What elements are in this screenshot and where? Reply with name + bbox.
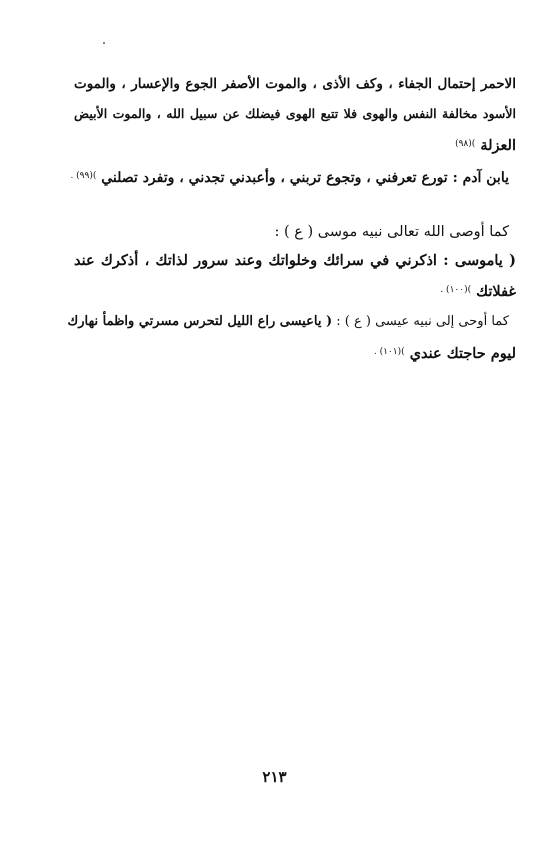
page-number: ٢١٣ — [262, 768, 287, 786]
paragraph-4-quote-start: ( ياعيسى راع الليل لتحرس مسرتي واظمأ نهارك — [67, 314, 333, 329]
paragraph-1-line-1: الاحمر إحتمال الجفاء ، وكف الأذى ، والموت الأصفر الجوع والإعسار ، والموت — [74, 76, 516, 92]
paragraph-3-line-2 — [440, 280, 516, 302]
footnote-ref-98: )(٩٨) — [455, 139, 476, 149]
footnote-ref-99: )(٩٩) . — [70, 171, 97, 181]
footnote-ref-100: )(١٠٠) . — [440, 285, 472, 295]
paragraph-1-line-2: الأسود مخالفة النفس والهوى فلا تتبع الهوى فيضلك عن سبيل الله ، والموت الأبيض — [74, 106, 516, 121]
footnote-ref-101: )(١٠١) . — [373, 347, 405, 357]
paragraph-4-line-2 — [374, 342, 516, 364]
paragraph-1-line-3 — [455, 134, 516, 156]
paragraph-3-intro: كما أوصى الله تعالى نبيه موسى ( ع ) : — [274, 224, 509, 240]
paragraph-4-line-2-text: ليوم حاجتك عندي — [409, 345, 516, 362]
paragraph-2 — [70, 166, 509, 188]
page-dot-mark — [103, 42, 105, 44]
paragraph-4-intro: كما أوحى إلى نبيه عيسى ( ع ) : — [336, 314, 509, 329]
paragraph-2-text: يابن آدم : تورع تعرفني ، وتجوع تربني ، وأعبدني تجدني ، وتفرد تصلني — [101, 170, 509, 186]
paragraph-3-line-1: ( ياموسى : اذكرني في سرائك وخلواتك وعند سرور لذاتك ، أذكرك عند — [74, 252, 516, 269]
paragraph-3-line-2-text: غفلاتك — [476, 283, 516, 300]
paragraph-1-line-3-text: العزلة — [480, 137, 516, 154]
paragraph-4-line-1 — [68, 312, 509, 332]
